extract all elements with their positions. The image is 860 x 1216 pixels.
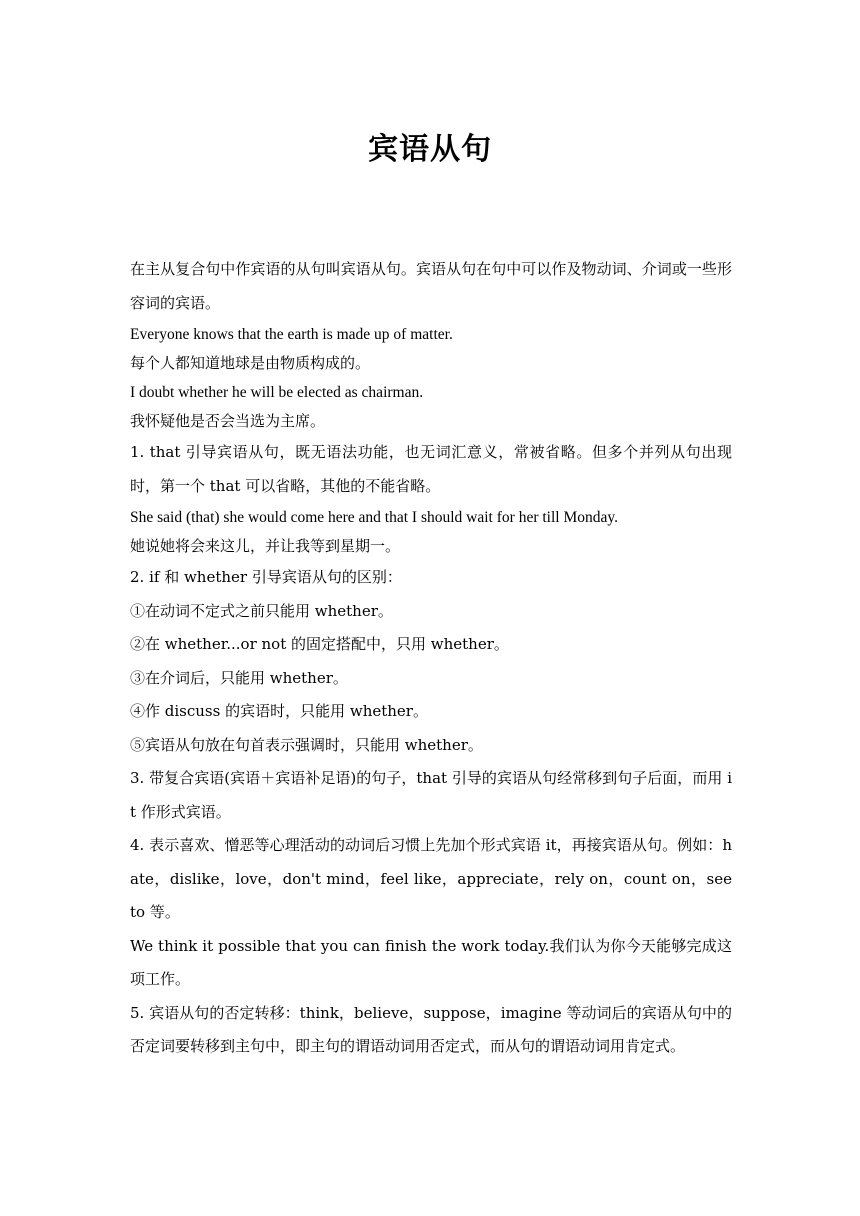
example-sentence-english: She said (that) she would come here and that I should wait for her till Monday. (130, 509, 618, 526)
rule-item: ⑤宾语从句放在句首表示强调时，只能用 whether。 (130, 735, 483, 754)
rule-item: ①在动词不定式之前只能用 whether。 (130, 601, 393, 620)
example-sentence-english: Everyone knows that the earth is made up of matter. (130, 326, 453, 343)
page-title: 宾语从句 (368, 132, 492, 167)
example-sentence-chinese: 她说她将会来这儿，并让我等到星期一。 (130, 537, 401, 555)
document-body (130, 253, 732, 1064)
example-sentence-mixed: We think it possible that you can finish the work today.我们认为你今天能够完成这项工作。 (130, 936, 732, 988)
intro-paragraph: 在主从复合句中作宾语的从句叫宾语从句。宾语从句在句中可以作及物动词、介词或一些形容词的宾语。 (130, 260, 732, 312)
rule-item: ④作 discuss 的宾语时，只能用 whether。 (130, 702, 428, 720)
rule-paragraph-1: 1. that 引导宾语从句，既无语法功能，也无词汇意义，常被省略。但多个并列从句出现时，第一个 that 可以省略，其他的不能省略。 (130, 443, 732, 495)
example-sentence-chinese: 每个人都知道地球是由物质构成的。 (130, 354, 371, 372)
rule-paragraph-2: 2. if 和 whether 引导宾语从句的区别： (130, 568, 402, 586)
rule-item: ③在介词后，只能用 whether。 (130, 668, 348, 687)
rule-paragraph-4: 4. 表示喜欢、憎恶等心理活动的动词后习惯上先加个形式宾语 it，再接宾语从句。例如：hate，dislike，love，don't mind，feel like，appreciate，rely on，count on，see to 等。 (130, 836, 732, 921)
rule-item: ②在 whether...or not 的固定搭配中，只用 whether。 (130, 635, 509, 653)
example-sentence-english: I doubt whether he will be elected as chairman. (130, 384, 424, 401)
rule-paragraph-5: 5. 宾语从句的否定转移：think，believe，suppose，imagine 等动词后的宾语从句中的否定词要转移到主句中，即主句的谓语动词用否定式，而从句的谓语动词用肯定式。 (130, 1003, 732, 1055)
rule-paragraph-3: 3. 带复合宾语(宾语＋宾语补足语)的句子，that 引导的宾语从句经常移到句子后面，而用 it 作形式宾语。 (130, 769, 732, 821)
example-sentence-chinese: 我怀疑他是否会当选为主席。 (130, 412, 326, 430)
